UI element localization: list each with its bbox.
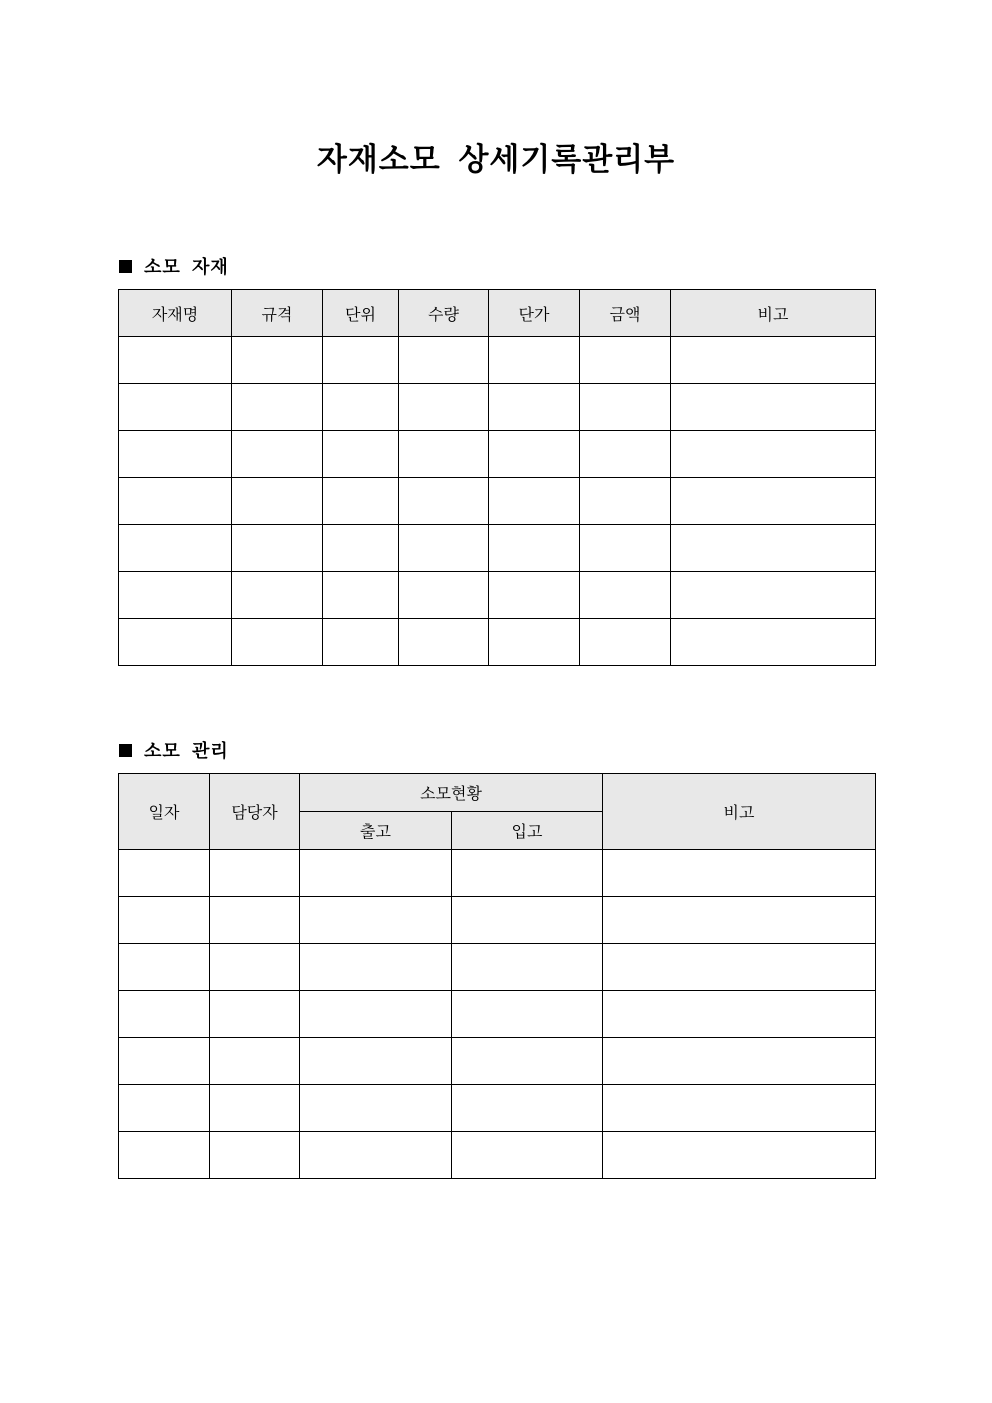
table-cell[interactable] [300,1038,452,1085]
table-cell[interactable] [119,1038,210,1085]
table-cell[interactable] [671,572,876,619]
table-cell[interactable] [580,572,671,619]
table-cell[interactable] [489,619,580,666]
table-cell[interactable] [489,478,580,525]
table-row [119,572,876,619]
table-cell[interactable] [210,1038,300,1085]
table-cell[interactable] [399,572,489,619]
table-cell[interactable] [119,431,232,478]
table-cell[interactable] [300,944,452,991]
section-heading-label: 소모 관리 [144,741,229,762]
page-title: 자재소모 상세기록관리부 [316,142,676,178]
table-cell[interactable] [580,478,671,525]
table-cell[interactable] [452,897,603,944]
table-cell[interactable] [452,1038,603,1085]
table-cell[interactable] [232,572,323,619]
table-row [119,1038,876,1085]
table-cell[interactable] [210,1085,300,1132]
table-cell[interactable] [323,384,399,431]
header-incoming: 입고 [452,812,603,850]
table-cell[interactable] [300,1132,452,1179]
table-cell[interactable] [603,1038,876,1085]
table-cell[interactable] [119,619,232,666]
table-cell[interactable] [323,478,399,525]
table-cell[interactable] [232,337,323,384]
table-cell[interactable] [452,944,603,991]
table-cell[interactable] [603,850,876,897]
table-cell[interactable] [452,991,603,1038]
header-outgoing: 출고 [300,812,452,850]
header-manager: 담당자 [210,774,300,850]
table-cell[interactable] [300,991,452,1038]
table-cell[interactable] [210,897,300,944]
section-heading-label: 소모 자재 [144,257,229,278]
table-cell[interactable] [323,337,399,384]
table-cell[interactable] [399,478,489,525]
table-cell[interactable] [119,944,210,991]
table-cell[interactable] [323,619,399,666]
table-cell[interactable] [489,384,580,431]
table-cell[interactable] [671,619,876,666]
square-bullet-icon [119,744,132,757]
table-cell[interactable] [580,337,671,384]
table-cell[interactable] [489,525,580,572]
table-cell[interactable] [580,431,671,478]
table-row [119,384,876,431]
header-material-name: 자재명 [119,290,232,337]
header-consumption-status: 소모현황 [300,774,603,812]
table-cell[interactable] [210,991,300,1038]
table-cell[interactable] [119,572,232,619]
table-cell[interactable] [119,525,232,572]
table-cell[interactable] [671,337,876,384]
table-cell[interactable] [489,572,580,619]
materials-table [118,289,876,666]
header-date: 일자 [119,774,210,850]
table-cell[interactable] [603,944,876,991]
table-cell[interactable] [489,337,580,384]
table-row [119,619,876,666]
table-cell[interactable] [603,1132,876,1179]
table-header-row [119,290,876,337]
header-unit-price: 단가 [489,290,580,337]
table-cell[interactable] [603,991,876,1038]
table-row [119,850,876,897]
table-cell[interactable] [580,619,671,666]
table-cell[interactable] [399,384,489,431]
table-cell[interactable] [399,337,489,384]
section-heading-management [119,737,229,763]
table-cell[interactable] [603,897,876,944]
square-bullet-icon [119,260,132,273]
table-row [119,431,876,478]
table-row [119,525,876,572]
table-cell[interactable] [119,1085,210,1132]
header-remarks: 비고 [603,774,876,850]
table-cell[interactable] [580,384,671,431]
table-cell[interactable] [300,897,452,944]
table-cell[interactable] [323,431,399,478]
table-cell[interactable] [232,525,323,572]
table-cell[interactable] [232,478,323,525]
table-cell[interactable] [323,525,399,572]
table-cell[interactable] [580,525,671,572]
table-cell[interactable] [399,431,489,478]
table-cell[interactable] [323,572,399,619]
table-cell[interactable] [119,478,232,525]
table-cell[interactable] [210,850,300,897]
header-unit: 단위 [323,290,399,337]
table-row [119,337,876,384]
table-cell[interactable] [300,850,452,897]
table-cell[interactable] [489,431,580,478]
table-cell[interactable] [232,431,323,478]
header-remarks: 비고 [671,290,876,337]
header-spec: 규격 [232,290,323,337]
table-row [119,991,876,1038]
table-row [119,944,876,991]
table-cell[interactable] [671,431,876,478]
table-cell[interactable] [210,944,300,991]
table-cell[interactable] [452,850,603,897]
table-cell[interactable] [399,619,489,666]
table-cell[interactable] [300,1085,452,1132]
table-cell[interactable] [119,384,232,431]
table-cell[interactable] [119,337,232,384]
table-row [119,478,876,525]
table-cell[interactable] [399,525,489,572]
management-table [118,773,876,1179]
table-cell[interactable] [452,1132,603,1179]
section-heading-materials [119,253,229,279]
table-cell[interactable] [671,525,876,572]
table-row [119,1132,876,1179]
table-cell[interactable] [232,384,323,431]
table-cell[interactable] [603,1085,876,1132]
table-cell[interactable] [671,478,876,525]
table-cell[interactable] [210,1132,300,1179]
table-cell[interactable] [119,991,210,1038]
table-row [119,1085,876,1132]
table-cell[interactable] [452,1085,603,1132]
header-amount: 금액 [580,290,671,337]
table-cell[interactable] [671,384,876,431]
table-row [119,897,876,944]
table-cell[interactable] [232,619,323,666]
table-cell[interactable] [119,850,210,897]
header-quantity: 수량 [399,290,489,337]
table-cell[interactable] [119,1132,210,1179]
table-cell[interactable] [119,897,210,944]
